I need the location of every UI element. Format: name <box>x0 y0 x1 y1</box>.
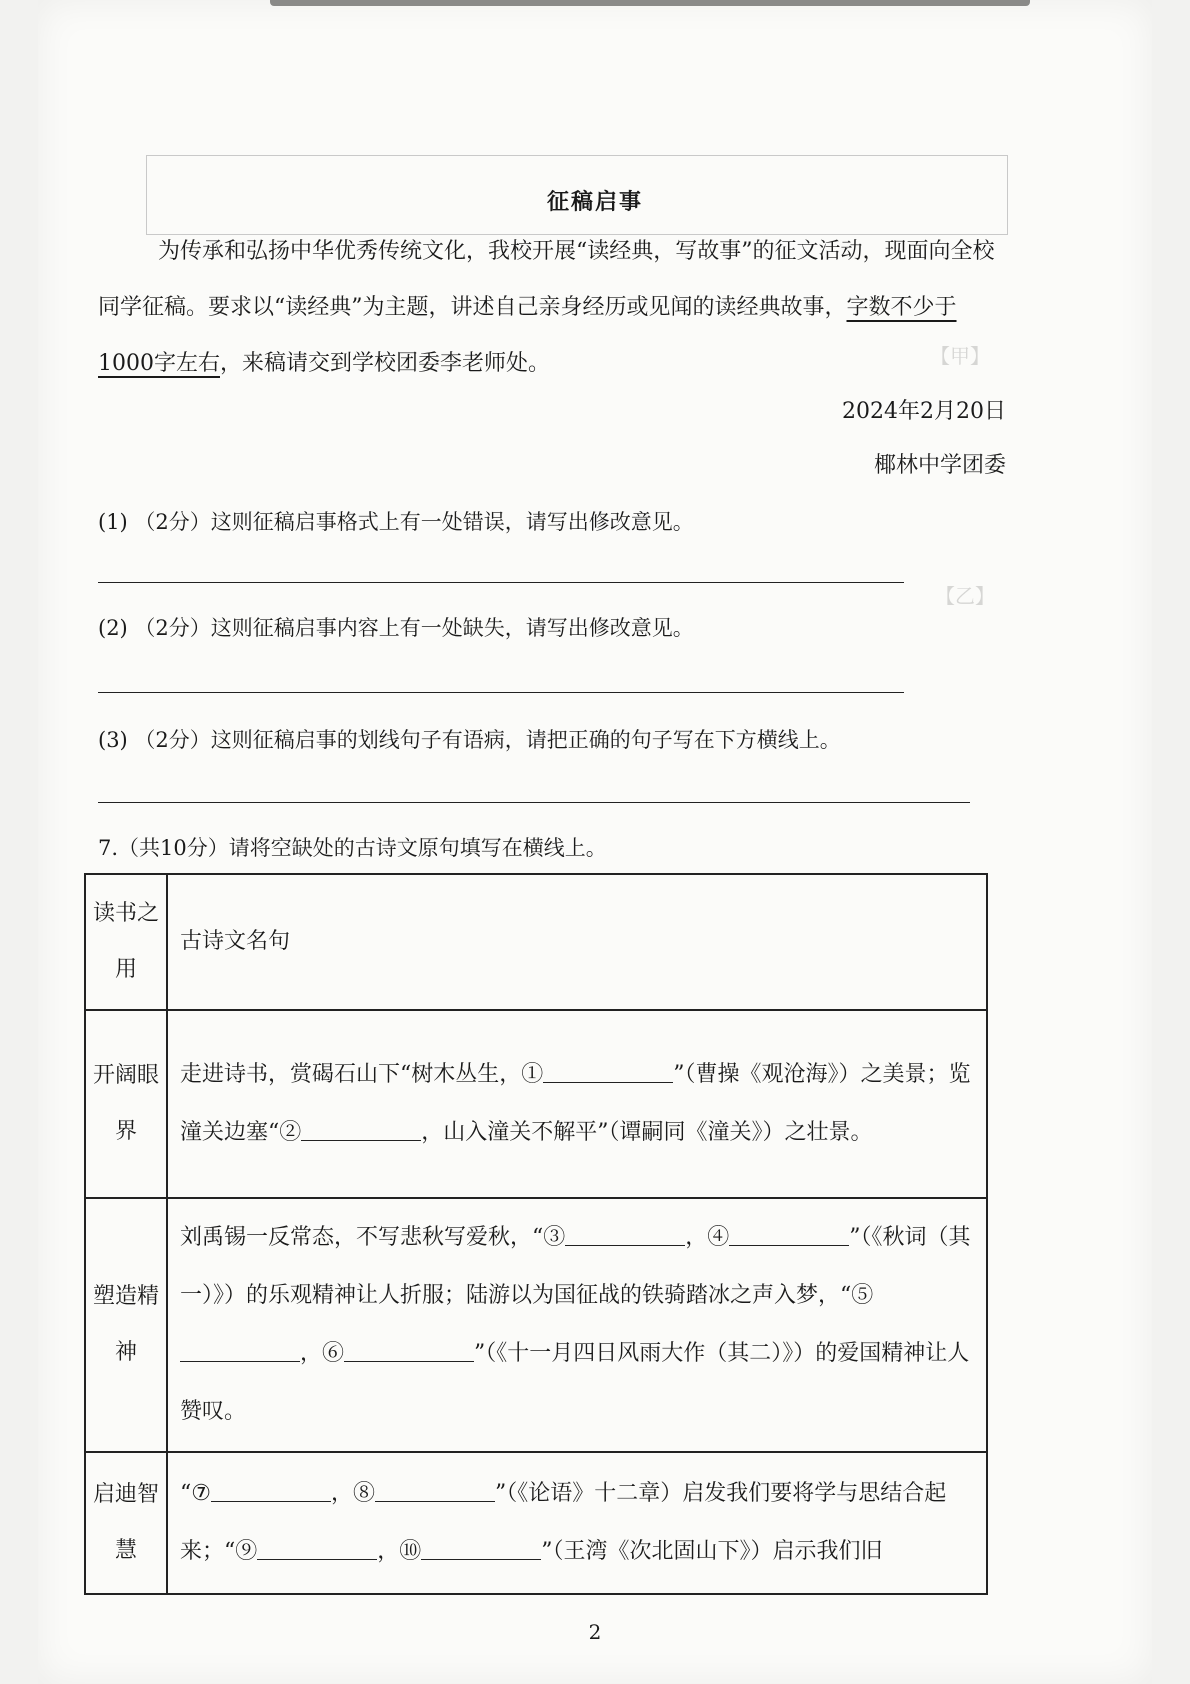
row-category: 开阔眼界 <box>85 1010 167 1198</box>
table-row <box>85 1198 987 1452</box>
table-row <box>85 1452 987 1594</box>
answer-line-3[interactable] <box>98 802 970 803</box>
fill-blank-2[interactable] <box>301 1118 421 1141</box>
row-text: ，④ <box>685 1225 730 1250</box>
row-text: ”（《秋词（其一）》）的乐观精神让人折服；陆游以为国征战的铁骑踏冰之声入梦，“⑤ <box>180 1225 971 1308</box>
fill-blank-5[interactable] <box>180 1339 300 1362</box>
row-text: ，⑩ <box>377 1539 422 1564</box>
fill-blank-1[interactable] <box>543 1060 673 1083</box>
question-7: 7.（共10分）请将空缺处的古诗文原句填写在横线上。 <box>98 836 607 860</box>
row-text: ”（《论语》十二章）启发我们要将学与思结合起来；“⑨ <box>180 1481 947 1564</box>
row-text: ，⑥ <box>300 1341 345 1366</box>
row-content <box>167 1452 987 1594</box>
question-1: (1) （2分）这则征稿启事格式上有一处错误，请写出修改意见。 <box>98 510 694 534</box>
row-text: 走进诗书，赏碣石山下“树木丛生，① <box>180 1062 544 1087</box>
fill-blank-8[interactable] <box>375 1479 495 1502</box>
fill-blank-9[interactable] <box>257 1537 377 1560</box>
header-content: 古诗文名句 <box>167 874 987 1010</box>
row-text: ，山入潼关不解平”（谭嗣同《潼关》）之壮景。 <box>421 1120 873 1145</box>
notice-body-part2: ，来稿请交到学校团委李老师处。 <box>220 351 551 376</box>
row-category: 启迪智慧 <box>85 1452 167 1594</box>
answer-line-2[interactable] <box>98 692 904 693</box>
fill-blank-4[interactable] <box>729 1223 849 1246</box>
row-content <box>167 1010 987 1198</box>
header-category: 读书之用 <box>85 874 167 1010</box>
answer-line-1[interactable] <box>98 582 904 583</box>
fill-blank-3[interactable] <box>565 1223 685 1246</box>
row-text: ”（王湾《次北固山下》）启示我们旧 <box>541 1539 883 1564</box>
fill-blank-10[interactable] <box>421 1537 541 1560</box>
row-content <box>167 1198 987 1452</box>
notice-body <box>98 224 1008 392</box>
row-text: ，⑧ <box>330 1481 375 1506</box>
notice-signature: 椰林中学团委 <box>873 453 1006 478</box>
top-edge-strip <box>270 0 1030 6</box>
bleed-through-text: 【甲】 <box>930 344 990 368</box>
row-text: 刘禹锡一反常态，不写悲秋写爱秋，“③ <box>180 1225 566 1250</box>
notice-date: 2024年2月20日 <box>842 399 1006 424</box>
row-category: 塑造精神 <box>85 1198 167 1452</box>
row-text: ”（《十一月四日风雨大作（其二）》）的爱国精神让人赞叹。 <box>180 1341 970 1424</box>
row-text: ”（曹操《观沧海》）之美景；览潼关边塞“② <box>180 1062 971 1145</box>
question-3: (3) （2分）这则征稿启事的划线句子有语病，请把正确的句子写在下方横线上。 <box>98 728 841 752</box>
question-2: (2) （2分）这则征稿启事内容上有一处缺失，请写出修改意见。 <box>98 616 694 640</box>
table-row <box>85 1010 987 1198</box>
table-header-row <box>85 874 987 1010</box>
notice-body-part1: 为传承和弘扬中华优秀传统文化，我校开展“读经典，写故事”的征文活动，现面向全校同学征稿。要求以“读经典”为主题，讲述自己亲身经历或见闻的读经典故事， <box>98 239 995 320</box>
fill-blank-6[interactable] <box>344 1339 474 1362</box>
bleed-through-text: 【乙】 <box>935 584 995 608</box>
notice-title: 征稿启事 <box>546 189 643 215</box>
row-text: “⑦ <box>180 1481 211 1506</box>
fill-blank-7[interactable] <box>211 1479 331 1502</box>
notice-underlined-sentence: 字数不少于1000字左右 <box>98 295 957 376</box>
poem-fill-table <box>84 873 988 1595</box>
page-number: 2 <box>588 1620 602 1644</box>
